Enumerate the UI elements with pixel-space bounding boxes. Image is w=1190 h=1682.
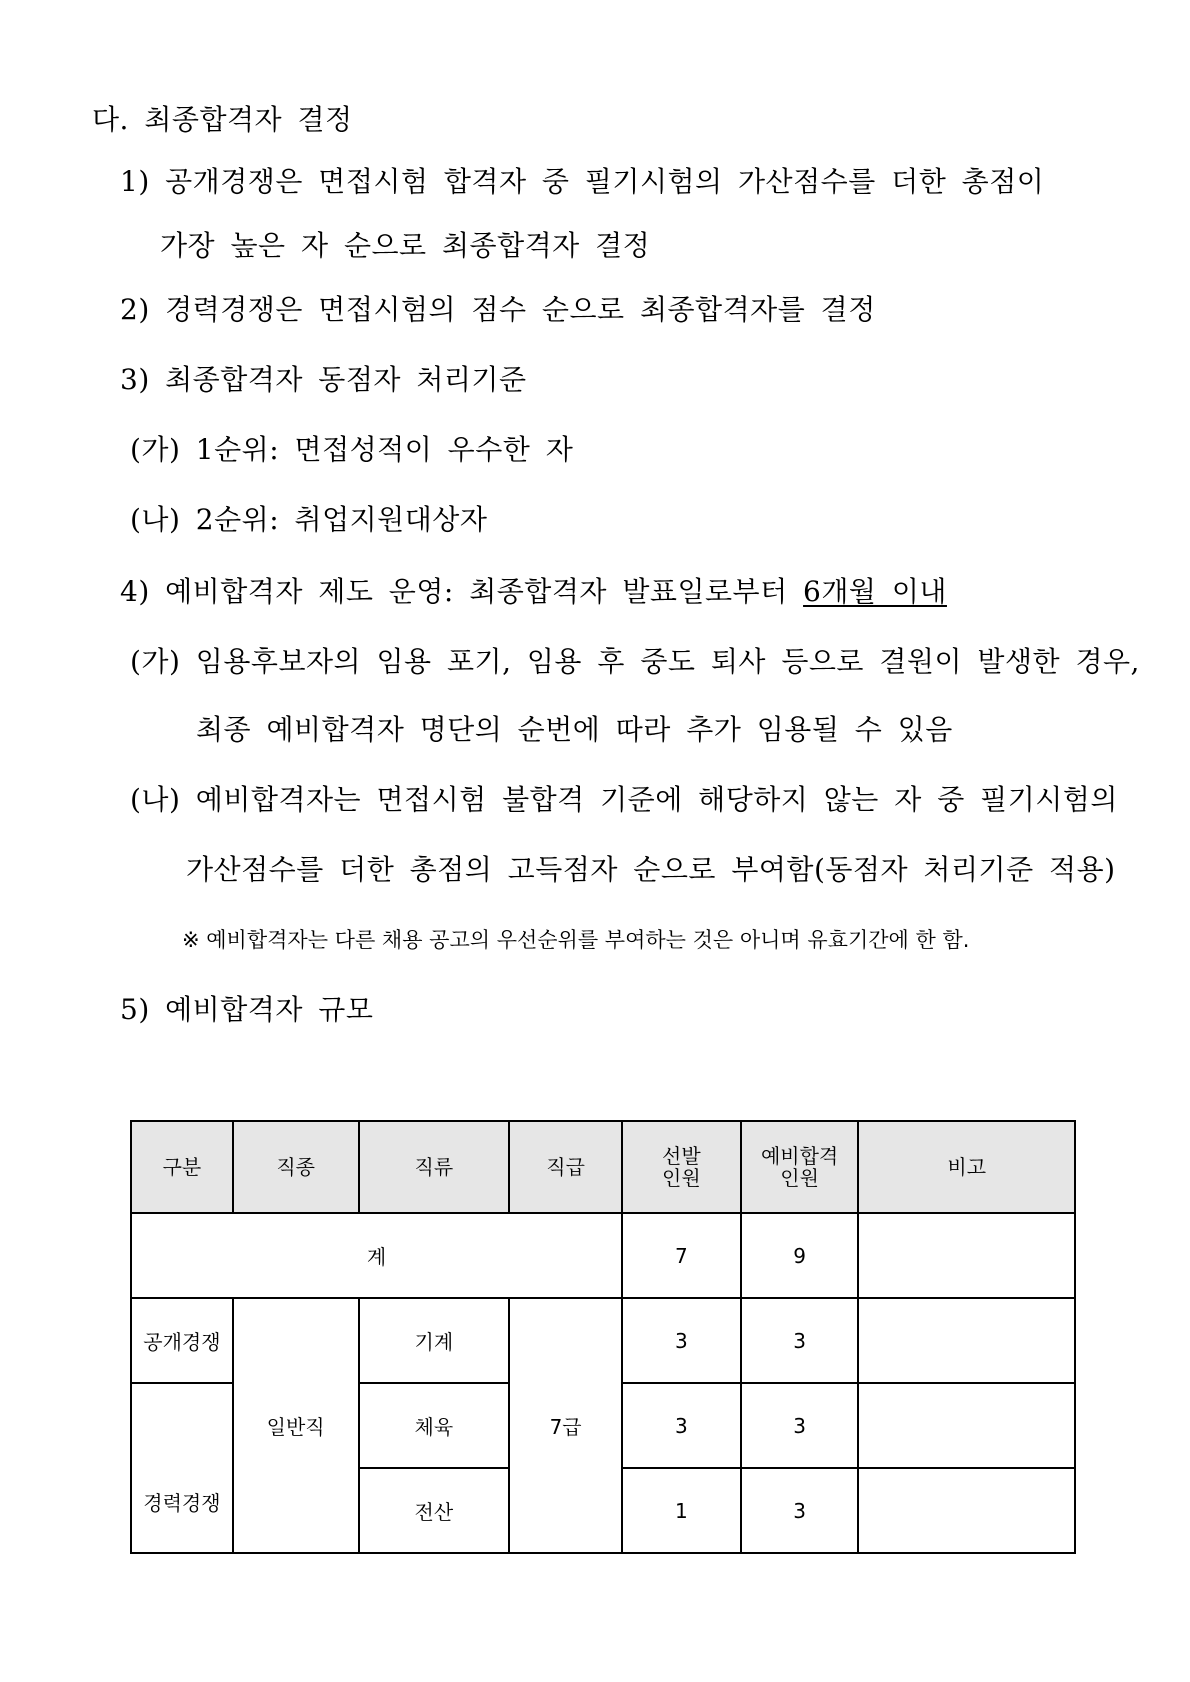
row-series: 체육 (359, 1383, 510, 1468)
row-selected: 3 (622, 1383, 741, 1468)
row-category: 경력경쟁 (131, 1383, 233, 1553)
item-3-b: (나) 2순위: 취업지원대상자 (130, 503, 488, 536)
item-1-line-2: 가장 높은 자 순으로 최종합격자 결정 (160, 229, 651, 262)
reserve-note: ※ 예비합격자는 다른 채용 공고의 우선순위를 부여하는 것은 아니며 유효기간에 한 함. (182, 928, 970, 952)
header-selected-line-1: 선발 (662, 1144, 701, 1168)
item-4-prefix: 4) 예비합격자 제도 운영: 최종합격자 발표일로부터 (120, 575, 804, 608)
row-remarks (858, 1468, 1075, 1553)
row-selected: 1 (622, 1468, 741, 1553)
row-remarks (858, 1298, 1075, 1383)
table-header-row (131, 1121, 1075, 1213)
row-selected: 3 (622, 1298, 741, 1383)
row-reserve: 3 (741, 1383, 859, 1468)
header-selected-line-2: 인원 (662, 1166, 701, 1190)
item-4-b-line-2: 가산점수를 더한 총점의 고득점자 순으로 부여함(동점자 처리기준 적용) (186, 853, 1116, 886)
header-job-type: 직종 (233, 1121, 359, 1213)
header-selected-count (622, 1121, 741, 1213)
total-reserve: 9 (741, 1213, 859, 1298)
row-reserve: 3 (741, 1298, 859, 1383)
header-remarks: 비고 (858, 1121, 1075, 1213)
reserve-scale-table (130, 1120, 1076, 1554)
header-category: 구분 (131, 1121, 233, 1213)
item-3: 3) 최종합격자 동점자 처리기준 (120, 363, 527, 396)
total-selected: 7 (622, 1213, 741, 1298)
header-reserve-line-1: 예비합격 (760, 1144, 839, 1168)
item-2: 2) 경력경쟁은 면접시험의 점수 순으로 최종합격자를 결정 (120, 293, 876, 326)
item-5: 5) 예비합격자 규모 (120, 993, 374, 1026)
grade-cell: 7급 (509, 1298, 622, 1553)
table-row (131, 1298, 1075, 1383)
header-grade: 직급 (509, 1121, 622, 1213)
item-4-a-line-2: 최종 예비합격자 명단의 순번에 따라 추가 임용될 수 있음 (196, 713, 953, 746)
row-category: 공개경쟁 (131, 1298, 233, 1383)
item-4-period-underlined: 6개월 이내 (803, 575, 947, 608)
item-1-line-1: 1) 공개경쟁은 면접시험 합격자 중 필기시험의 가산점수를 더한 총점이 (120, 165, 1045, 198)
total-remarks (858, 1213, 1075, 1298)
header-job-series: 직류 (359, 1121, 510, 1213)
header-reserve-line-2: 인원 (780, 1166, 819, 1190)
row-reserve: 3 (741, 1468, 859, 1553)
total-label: 계 (131, 1213, 622, 1298)
item-3-a: (가) 1순위: 면접성적이 우수한 자 (130, 433, 574, 466)
header-reserve-count (741, 1121, 859, 1213)
item-4-a-line-1: (가) 임용후보자의 임용 포기, 임용 후 중도 퇴사 등으로 결원이 발생한 경우, (130, 645, 1140, 678)
item-4-b-line-1: (나) 예비합격자는 면접시험 불합격 기준에 해당하지 않는 자 중 필기시험의 (130, 783, 1118, 816)
table-total-row (131, 1213, 1075, 1298)
row-remarks (858, 1383, 1075, 1468)
row-series: 전산 (359, 1468, 510, 1553)
job-type-cell: 일반직 (233, 1298, 359, 1553)
row-series: 기계 (359, 1298, 510, 1383)
section-title: 다. 최종합격자 결정 (92, 103, 353, 136)
item-4 (120, 575, 947, 609)
